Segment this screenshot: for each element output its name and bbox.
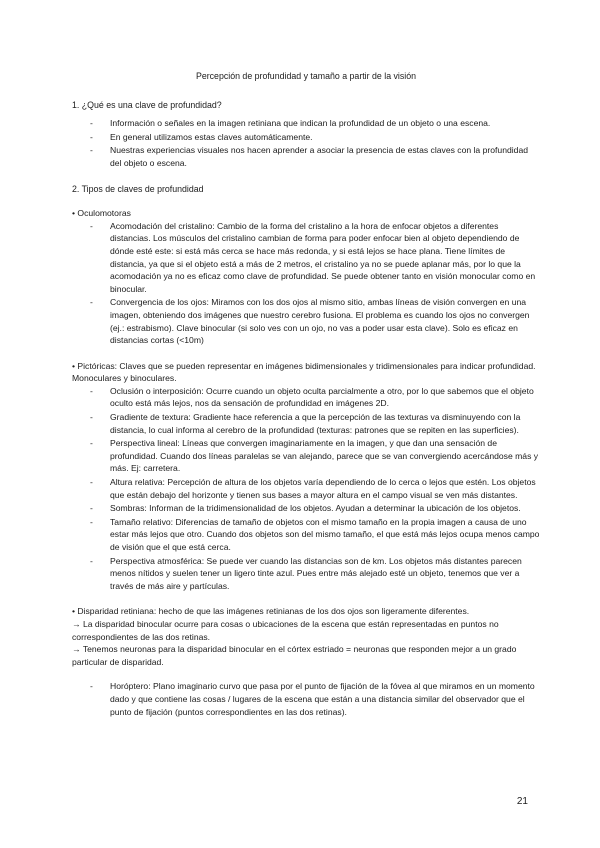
list-item: - Tamaño relativo: Diferencias de tamaño de objetos con el mismo tamaño en la propia imagen a causa de uno estar más lejos que otro. Cuando dos objetos son del mismo tamaño, el que está más lejos ocupa menos campo de visión que el que está cerca. [110,516,540,554]
disparidad-label: • Disparidad retiniana: hecho de que las imágenes retinianas de los dos ojos son ligeramente diferentes. [72,606,470,617]
section-1-heading: 1. ¿Qué es una clave de profundidad? [72,99,222,110]
pictoricas-label: • Pictóricas: Claves que se pueden representar en imágenes bidimensionales y tridimensionales para indicar profundidad. Monoculares y binoculares. [72,360,536,384]
disparidad-list [72,680,540,718]
oculomotoras-label: • Oculomotoras [72,208,131,219]
list-item: - Gradiente de textura: Gradiente hace referencia a que la percepción de las texturas va disminuyendo con la distancia, lo cual informa al cerebro de la profundidad (texturas: patrones que se repiten en las superficies). [110,411,540,436]
oculomotoras-list [72,220,540,347]
list-item: - Oclusión o interposición: Ocurre cuando un objeto oculta parcialmente a otro, por lo que sabemos que el objeto oculto está más lejos, nos da sensación de profundidad en imágenes 2D. [110,385,540,410]
section-1-list [72,117,540,169]
list-item: - Horóptero: Plano imaginario curvo que pasa por el punto de fijación de la fóvea al que miramos en un momento dado y que contiene las cosas / lugares de la escena que están a una distancia similar del observador que el punto de fijación (puntos correspondientes en las dos retinas). [110,680,540,718]
list-item: - Altura relativa: Percepción de altura de los objetos varía dependiendo de lo cerca o lejos que estén. Los objetos que están debajo del horizonte y tienen sus bases a mayor altura en el campo visual se ven más distantes. [110,476,540,501]
list-item: - Convergencia de los ojos: Miramos con los dos ojos al mismo sitio, ambas líneas de visión convergen en una imagen, obteniendo dos imágenes que nuestro cerebro fusiona. El problema es cuando los ojos no convergen (ej.: estrabismo). Clave binocular (si solo ves con un ojo, no vas a poder usar esta clave). Solo es eficaz en distancias cortas (<10m) [110,296,540,346]
list-item: - Sombras: Informan de la tridimensionalidad de los objetos. Ayudan a determinar la ubicación de los objetos. [110,502,540,515]
list-item: - Acomodación del cristalino: Cambio de la forma del cristalino a la hora de enfocar objetos a diferentes distancias. Los músculos del cristalino cambian de forma para poder enfocar bien al objeto dependiendo de dónde esté este: si está más cerca se hace más redonda, y si está lejos se hace plana. Tiene límites de distancia, ya que si el objeto está a más de 2 metros, el cristalino ya no se puede aplanar más, por lo que la acomodación ya no es eficaz como clave de profundidad. Se puede obtener tanto en visión monocular como en binocular. [110,220,540,296]
list-item: - Nuestras experiencias visuales nos hacen aprender a asociar la presencia de estas claves con la profundidad del objeto o escena. [110,144,540,169]
list-item: - Información o señales en la imagen retiniana que indican la profundidad de un objeto o una escena. [110,117,540,130]
disparidad-note-2: → Tenemos neuronas para la disparidad binocular en el córtex estriado = neuronas que responden mejor a un grado particular de disparidad. [72,644,517,667]
disparidad-note-1: → La disparidad binocular ocurre para cosas o ubicaciones de la escena que están representadas en puntos no correspondientes de las dos retinas. [72,618,499,642]
list-item: - Perspectiva atmosférica: Se puede ver cuando las distancias son de km. Los objetos más distantes parecen menos nítidos y suelen tener un ligero tinte azul. Pues entre más alejado esté un objeto, tenemos que ver a través de más aire y partículas. [110,555,540,593]
section-2-heading: 2. Tipos de claves de profundidad [72,183,204,194]
pictoricas-list [72,385,540,593]
list-item: - Perspectiva lineal: Líneas que convergen imaginariamente en la imagen, y que dan una sensación de profundidad. Cuando dos líneas paralelas se van alejando, parece que se van convergiendo acercándose más y más. Ej: carretera. [110,437,540,475]
document-title: Percepción de profundidad y tamaño a partir de la visión [195,71,417,81]
page-number: 21 [516,796,528,807]
list-item: - En general utilizamos estas claves automáticamente. [110,131,540,144]
